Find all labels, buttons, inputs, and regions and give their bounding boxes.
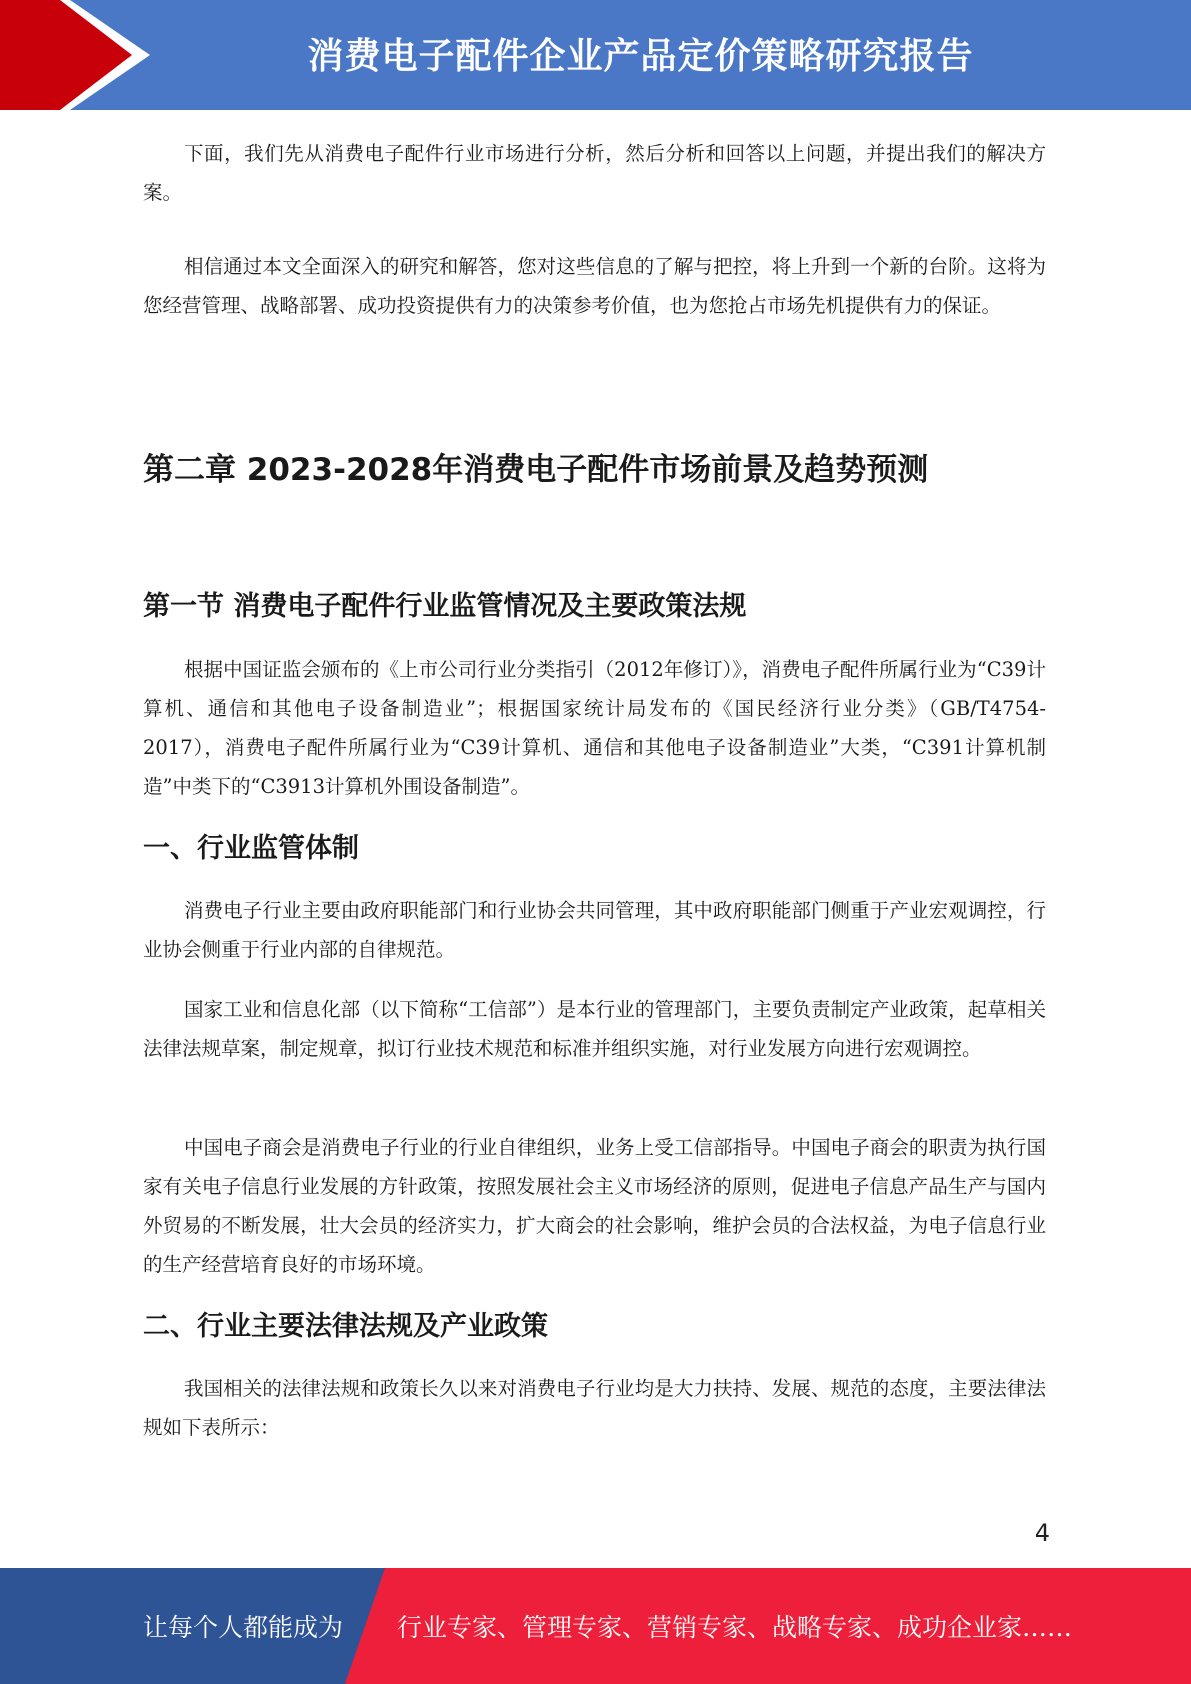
paragraph-management: 消费电子行业主要由政府职能部门和行业协会共同管理，其中政府职能部门侧重于产业宏观调控，行业协会侧重于行业内部的自律规范。 <box>143 899 1046 961</box>
footer-slogan-right: 行业专家、管理专家、营销专家、战略专家、成功企业家…… <box>397 1613 1073 1642</box>
page-footer <box>0 1568 1191 1684</box>
paragraph-laws: 我国相关的法律法规和政策长久以来对消费电子行业均是大力扶持、发展、规范的态度，主要法律法规如下表所示： <box>143 1377 1046 1439</box>
subheading-regulatory-system: 一、行业监管体制 <box>143 833 359 864</box>
paragraph-value: 相信通过本文全面深入的研究和解答，您对这些信息的了解与把控，将上升到一个新的台阶。这将为您经营管理、战略部署、成功投资提供有力的决策参考价值，也为您抢占市场先机提供有力的保证。 <box>143 255 1046 317</box>
section-heading: 第一节 消费电子配件行业监管情况及主要政策法规 <box>143 591 747 622</box>
page-header <box>0 0 1191 110</box>
paragraph-miit: 国家工业和信息化部（以下简称“工信部”）是本行业的管理部门，主要负责制定产业政策，起草相关法律法规草案，制定规章，拟订行业技术规范和标准并组织实施，对行业发展方向进行宏观调控。 <box>143 998 1046 1060</box>
subheading-laws-policies: 二、行业主要法律法规及产业政策 <box>143 1311 548 1342</box>
paragraph-intro: 下面，我们先从消费电子配件行业市场进行分析，然后分析和回答以上问题，并提出我们的解决方案。 <box>143 142 1046 204</box>
page-number: 4 <box>1034 1519 1050 1547</box>
footer-slogan-left: 让每个人都能成为 <box>143 1613 344 1642</box>
document-title: 消费电子配件企业产品定价策略研究报告 <box>307 36 974 77</box>
chapter-heading: 第二章 2023-2028年消费电子配件市场前景及趋势预测 <box>143 452 929 488</box>
paragraph-classification: 根据中国证监会颁布的《上市公司行业分类指引（2012年修订）》，消费电子配件所属行业为“C39计算机、通信和其他电子设备制造业”；根据国家统计局发布的《国民经济行业分类》（GB/T4754-2017），消费电子配件所属行业为“C39计算机、通信和其他电子设备制造业”大类，“C391计算机制造”中类下的“C3913计算机外围设备制造”。 <box>143 658 1046 798</box>
paragraph-chamber: 中国电子商会是消费电子行业的行业自律组织，业务上受工信部指导。中国电子商会的职责为执行国家有关电子信息行业发展的方针政策，按照发展社会主义市场经济的原则，促进电子信息产品生产与国内外贸易的不断发展，壮大会员的经济实力，扩大商会的社会影响，维护会员的合法权益，为电子信息行业的生产经营培育良好的市场环境。 <box>143 1136 1046 1276</box>
